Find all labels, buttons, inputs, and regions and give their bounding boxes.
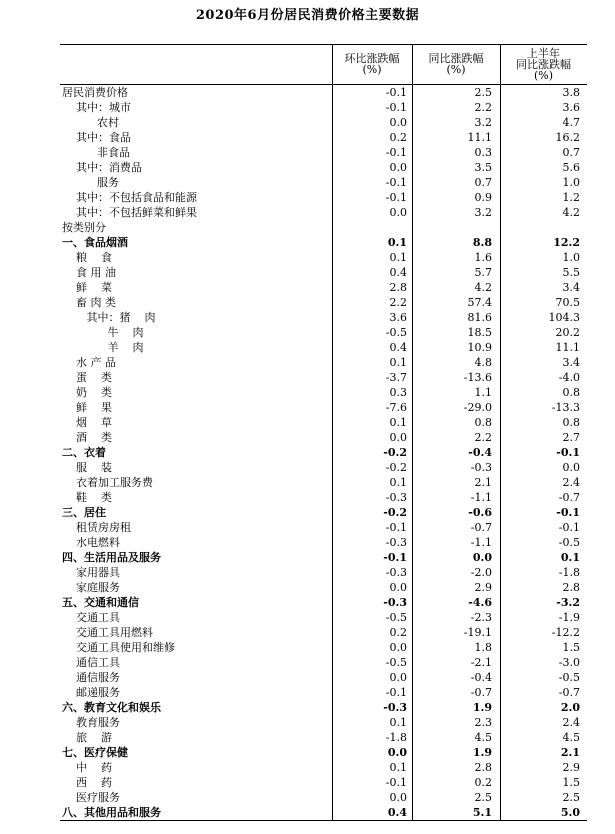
h1-value: -1.9: [558, 611, 580, 624]
yoy-value: 81.6: [467, 311, 492, 324]
yoy-value: 3.2: [474, 206, 492, 219]
table-row: [60, 355, 587, 370]
mom-value: 0.2: [389, 626, 407, 639]
yoy-value: 8.8: [472, 236, 492, 249]
row-label: 其中：食品: [62, 131, 131, 144]
row-label: 非食品: [62, 146, 130, 159]
row-label: 交通工具: [62, 611, 120, 624]
yoy-value: -0.3: [470, 461, 492, 474]
yoy-value: -19.1: [463, 626, 492, 639]
header-mom-line2: (%): [362, 63, 382, 76]
row-label: 居民消费价格: [62, 86, 128, 99]
mom-value: 0.0: [389, 581, 407, 594]
mom-value: -0.1: [385, 101, 407, 114]
yoy-value: -29.0: [463, 401, 492, 414]
h1-value: -12.2: [551, 626, 580, 639]
h1-value: 2.1: [560, 746, 580, 759]
h1-value: -0.1: [556, 506, 580, 519]
h1-value: 4.2: [562, 206, 580, 219]
row-label: 一、食品烟酒: [62, 236, 128, 249]
yoy-value: 4.8: [474, 356, 492, 369]
yoy-value: 3.2: [474, 116, 492, 129]
yoy-value: 1.6: [474, 251, 492, 264]
table-row: [60, 340, 587, 355]
row-label: 畜 肉 类: [62, 296, 116, 309]
mom-value: -0.1: [385, 176, 407, 189]
mom-value: -0.3: [385, 536, 407, 549]
mom-value: -0.1: [385, 521, 407, 534]
row-label: 农村: [62, 116, 119, 129]
table-row: [60, 295, 587, 310]
row-label: 鞋 类: [62, 491, 112, 504]
table-row: [60, 100, 587, 115]
mom-value: 0.1: [389, 761, 407, 774]
row-label: 其中：城市: [62, 101, 131, 114]
h1-value: 16.2: [555, 131, 580, 144]
table-row: [60, 130, 587, 145]
h1-value: 1.0: [562, 251, 580, 264]
table-row: [60, 805, 587, 820]
mom-value: 0.2: [389, 131, 407, 144]
mom-value: 0.0: [389, 116, 407, 129]
table-row: [60, 760, 587, 775]
yoy-value: -0.6: [468, 506, 492, 519]
yoy-value: 4.5: [474, 731, 492, 744]
table-row: [60, 490, 587, 505]
yoy-value: -1.1: [470, 491, 492, 504]
column-divider: [412, 44, 413, 820]
h1-value: 5.6: [562, 161, 580, 174]
h1-value: 0.7: [562, 146, 580, 159]
mom-value: -0.1: [385, 86, 407, 99]
row-label: 水 产 品: [62, 356, 116, 369]
yoy-value: -13.6: [463, 371, 492, 384]
mom-value: 0.0: [389, 161, 407, 174]
row-label: 八、其他用品和服务: [62, 806, 161, 819]
h1-value: 3.4: [562, 356, 580, 369]
header-mom-line1: 环比涨跌幅: [344, 52, 400, 65]
yoy-value: -0.4: [470, 671, 492, 684]
table-row: [60, 175, 587, 190]
mom-value: -0.1: [385, 776, 407, 789]
h1-value: 0.8: [562, 386, 580, 399]
row-label: 酒 类: [62, 431, 112, 444]
h1-value: 20.2: [555, 326, 580, 339]
row-label: 邮递服务: [62, 686, 120, 699]
h1-value: 3.8: [562, 86, 580, 99]
mom-value: 2.2: [389, 296, 407, 309]
mom-value: -3.7: [385, 371, 407, 384]
table-row: [60, 565, 587, 580]
row-label: 五、交通和通信: [62, 596, 139, 609]
yoy-value: -4.6: [468, 596, 492, 609]
row-label: 其中：消费品: [62, 161, 142, 174]
yoy-value: 2.9: [474, 581, 492, 594]
table-row: [60, 775, 587, 790]
row-label: 烟 草: [62, 416, 112, 429]
h1-value: 0.0: [562, 461, 580, 474]
h1-value: 2.9: [562, 761, 580, 774]
h1-value: 3.4: [562, 281, 580, 294]
table-row: [60, 235, 587, 250]
table-row: [60, 415, 587, 430]
mom-value: 0.0: [387, 746, 407, 759]
table-row: [60, 385, 587, 400]
row-label: 服务: [62, 176, 119, 189]
h1-value: 3.6: [562, 101, 580, 114]
yoy-value: 18.5: [467, 326, 492, 339]
yoy-value: 1.1: [474, 386, 492, 399]
row-label: 鲜 菜: [62, 281, 112, 294]
h1-value: 4.5: [562, 731, 580, 744]
row-label: 按类别分: [62, 221, 106, 234]
row-label: 通信工具: [62, 656, 120, 669]
mom-value: 0.0: [389, 641, 407, 654]
row-label: 家用器具: [62, 566, 120, 579]
row-label: 通信服务: [62, 671, 120, 684]
table-row: [60, 745, 587, 760]
yoy-value: -0.4: [468, 446, 492, 459]
yoy-value: 5.1: [472, 806, 492, 819]
table-row: [60, 475, 587, 490]
h1-value: -0.1: [556, 446, 580, 459]
table-row: [60, 310, 587, 325]
header-mom: [332, 44, 412, 84]
mom-value: 0.0: [389, 791, 407, 804]
table-row: [60, 370, 587, 385]
mom-value: 0.1: [389, 416, 407, 429]
h1-value: 1.5: [562, 641, 580, 654]
mom-value: 0.0: [389, 671, 407, 684]
h1-value: 12.2: [553, 236, 580, 249]
h1-value: 70.5: [555, 296, 580, 309]
row-label: 其中：不包括食品和能源: [62, 191, 197, 204]
h1-value: -1.8: [558, 566, 580, 579]
yoy-value: 1.9: [472, 701, 492, 714]
mom-value: -0.5: [385, 656, 407, 669]
header-h1-line1: 上半年: [527, 46, 560, 60]
header-yoy-line1: 同比涨跌幅: [428, 52, 484, 65]
table-row: [60, 790, 587, 805]
yoy-value: -2.3: [470, 611, 492, 624]
h1-value: 1.2: [562, 191, 580, 204]
column-divider: [332, 44, 333, 820]
h1-value: -13.3: [551, 401, 580, 414]
header-yoy-line2: (%): [446, 63, 466, 76]
h1-value: 2.5: [562, 791, 580, 804]
table-row: [60, 685, 587, 700]
table-row: [60, 520, 587, 535]
header-h1: [500, 44, 587, 84]
table-row: [60, 655, 587, 670]
table-bottom-rule: [60, 820, 587, 821]
table-row: [60, 730, 587, 745]
mom-value: 0.3: [389, 386, 407, 399]
h1-value: 0.1: [560, 551, 580, 564]
row-label: 粮 食: [62, 251, 112, 264]
row-label: 其中：不包括鲜菜和鲜果: [62, 206, 197, 219]
row-label: 交通工具使用和维修: [62, 641, 175, 654]
h1-value: -0.1: [558, 521, 580, 534]
row-label: 家庭服务: [62, 581, 120, 594]
row-label: 六、教育文化和娱乐: [62, 701, 161, 714]
mom-value: 0.0: [389, 431, 407, 444]
mom-value: -7.6: [385, 401, 407, 414]
yoy-value: 11.1: [467, 131, 492, 144]
mom-value: -0.2: [383, 446, 407, 459]
row-label: 教育服务: [62, 716, 120, 729]
yoy-value: 0.9: [474, 191, 492, 204]
header-h1-line3: (%): [533, 68, 554, 82]
table-row: [60, 460, 587, 475]
table-row: [60, 400, 587, 415]
table-row: [60, 505, 587, 520]
yoy-value: 2.1: [474, 476, 492, 489]
h1-value: -3.0: [558, 656, 580, 669]
mom-value: 0.4: [387, 806, 407, 819]
h1-value: -0.5: [558, 671, 580, 684]
table-row: [60, 115, 587, 130]
yoy-value: 0.2: [474, 776, 492, 789]
column-divider: [500, 44, 501, 820]
yoy-value: -0.7: [470, 521, 492, 534]
yoy-value: 10.9: [467, 341, 492, 354]
yoy-value: 2.2: [474, 101, 492, 114]
mom-value: -0.1: [385, 686, 407, 699]
mom-value: 0.4: [389, 341, 407, 354]
yoy-value: 2.5: [474, 86, 492, 99]
row-label: 水电燃料: [62, 536, 120, 549]
mom-value: -0.2: [385, 461, 407, 474]
yoy-value: 5.7: [474, 266, 492, 279]
table-row: [60, 595, 587, 610]
mom-value: -0.1: [385, 146, 407, 159]
h1-value: -0.7: [558, 686, 580, 699]
table-row: [60, 625, 587, 640]
yoy-value: 0.0: [472, 551, 492, 564]
mom-value: 0.1: [389, 476, 407, 489]
h1-value: 5.0: [560, 806, 580, 819]
mom-value: -0.2: [383, 506, 407, 519]
yoy-value: -0.7: [470, 686, 492, 699]
table-row: [60, 190, 587, 205]
table-row: [60, 265, 587, 280]
h1-value: 1.0: [562, 176, 580, 189]
h1-value: 4.7: [562, 116, 580, 129]
row-label: 中 药: [62, 761, 112, 774]
h1-value: 2.4: [562, 716, 580, 729]
table-row: [60, 280, 587, 295]
yoy-value: 2.5: [474, 791, 492, 804]
h1-value: 104.3: [548, 311, 580, 324]
yoy-value: -2.0: [470, 566, 492, 579]
table-row: [60, 145, 587, 160]
header-h1-line2: 同比涨跌幅: [516, 57, 571, 71]
h1-value: 2.0: [560, 701, 580, 714]
yoy-value: 2.2: [474, 431, 492, 444]
h1-value: -4.0: [558, 371, 580, 384]
table-row: [60, 715, 587, 730]
row-label: 服 装: [62, 461, 112, 474]
row-label: 二、衣着: [62, 446, 106, 459]
table-row: [60, 700, 587, 715]
row-label: 四、生活用品及服务: [62, 551, 161, 564]
row-label: 医疗服务: [62, 791, 120, 804]
row-label: 鲜 果: [62, 401, 112, 414]
table-row: [60, 580, 587, 595]
yoy-value: 2.3: [474, 716, 492, 729]
yoy-value: -2.1: [470, 656, 492, 669]
mom-value: -0.3: [385, 566, 407, 579]
h1-value: 5.5: [562, 266, 580, 279]
yoy-value: 0.7: [474, 176, 492, 189]
row-label: 衣着加工服务费: [62, 476, 153, 489]
h1-value: -3.2: [556, 596, 580, 609]
page-title: 2020年6月份居民消费价格主要数据: [195, 8, 420, 23]
yoy-value: 0.3: [474, 146, 492, 159]
mom-value: -0.3: [383, 701, 407, 714]
mom-value: 0.1: [389, 716, 407, 729]
row-label: 羊 肉: [62, 341, 144, 354]
table-row: [60, 670, 587, 685]
yoy-value: 1.8: [474, 641, 492, 654]
h1-value: 2.7: [562, 431, 580, 444]
h1-value: 11.1: [555, 341, 580, 354]
mom-value: -1.8: [385, 731, 407, 744]
yoy-value: 57.4: [467, 296, 492, 309]
h1-value: 0.8: [562, 416, 580, 429]
mom-value: 0.0: [389, 206, 407, 219]
row-label: 旅 游: [62, 731, 112, 744]
header-yoy: [412, 44, 500, 84]
table-row: [60, 550, 587, 565]
row-label: 交通工具用燃料: [62, 626, 153, 639]
table-row: [60, 325, 587, 340]
mom-value: 0.4: [389, 266, 407, 279]
table-row: [60, 250, 587, 265]
h1-value: 2.8: [562, 581, 580, 594]
table-row: [60, 610, 587, 625]
h1-value: 2.4: [562, 476, 580, 489]
row-label: 蛋 类: [62, 371, 112, 384]
table-row: [60, 640, 587, 655]
row-label: 奶 类: [62, 386, 112, 399]
table-row: [60, 220, 587, 235]
mom-value: -0.1: [383, 551, 407, 564]
yoy-value: 3.5: [474, 161, 492, 174]
yoy-value: 0.8: [474, 416, 492, 429]
row-label: 食 用 油: [62, 266, 116, 279]
h1-value: -0.5: [558, 536, 580, 549]
mom-value: -0.3: [383, 596, 407, 609]
mom-value: -0.5: [385, 326, 407, 339]
table-row: [60, 430, 587, 445]
table-row: [60, 445, 587, 460]
table-row: [60, 535, 587, 550]
mom-value: 2.8: [389, 281, 407, 294]
row-label: 牛 肉: [62, 326, 144, 339]
row-label: 西 药: [62, 776, 112, 789]
row-label: 租赁房房租: [62, 521, 131, 534]
mom-value: 0.1: [389, 356, 407, 369]
mom-value: 3.6: [389, 311, 407, 324]
row-label: 七、医疗保健: [62, 746, 128, 759]
yoy-value: -1.1: [470, 536, 492, 549]
yoy-value: 2.8: [474, 761, 492, 774]
mom-value: -0.5: [385, 611, 407, 624]
row-label: 其中：猪 肉: [62, 311, 156, 324]
h1-value: -0.7: [558, 491, 580, 504]
mom-value: -0.1: [385, 191, 407, 204]
mom-value: 0.1: [389, 251, 407, 264]
yoy-value: 1.9: [472, 746, 492, 759]
mom-value: -0.3: [385, 491, 407, 504]
yoy-value: 4.2: [474, 281, 492, 294]
table-row: [60, 205, 587, 220]
h1-value: 1.5: [562, 776, 580, 789]
table-row: [60, 85, 587, 100]
mom-value: 0.1: [387, 236, 407, 249]
table-row: [60, 160, 587, 175]
row-label: 三、居住: [62, 506, 106, 519]
